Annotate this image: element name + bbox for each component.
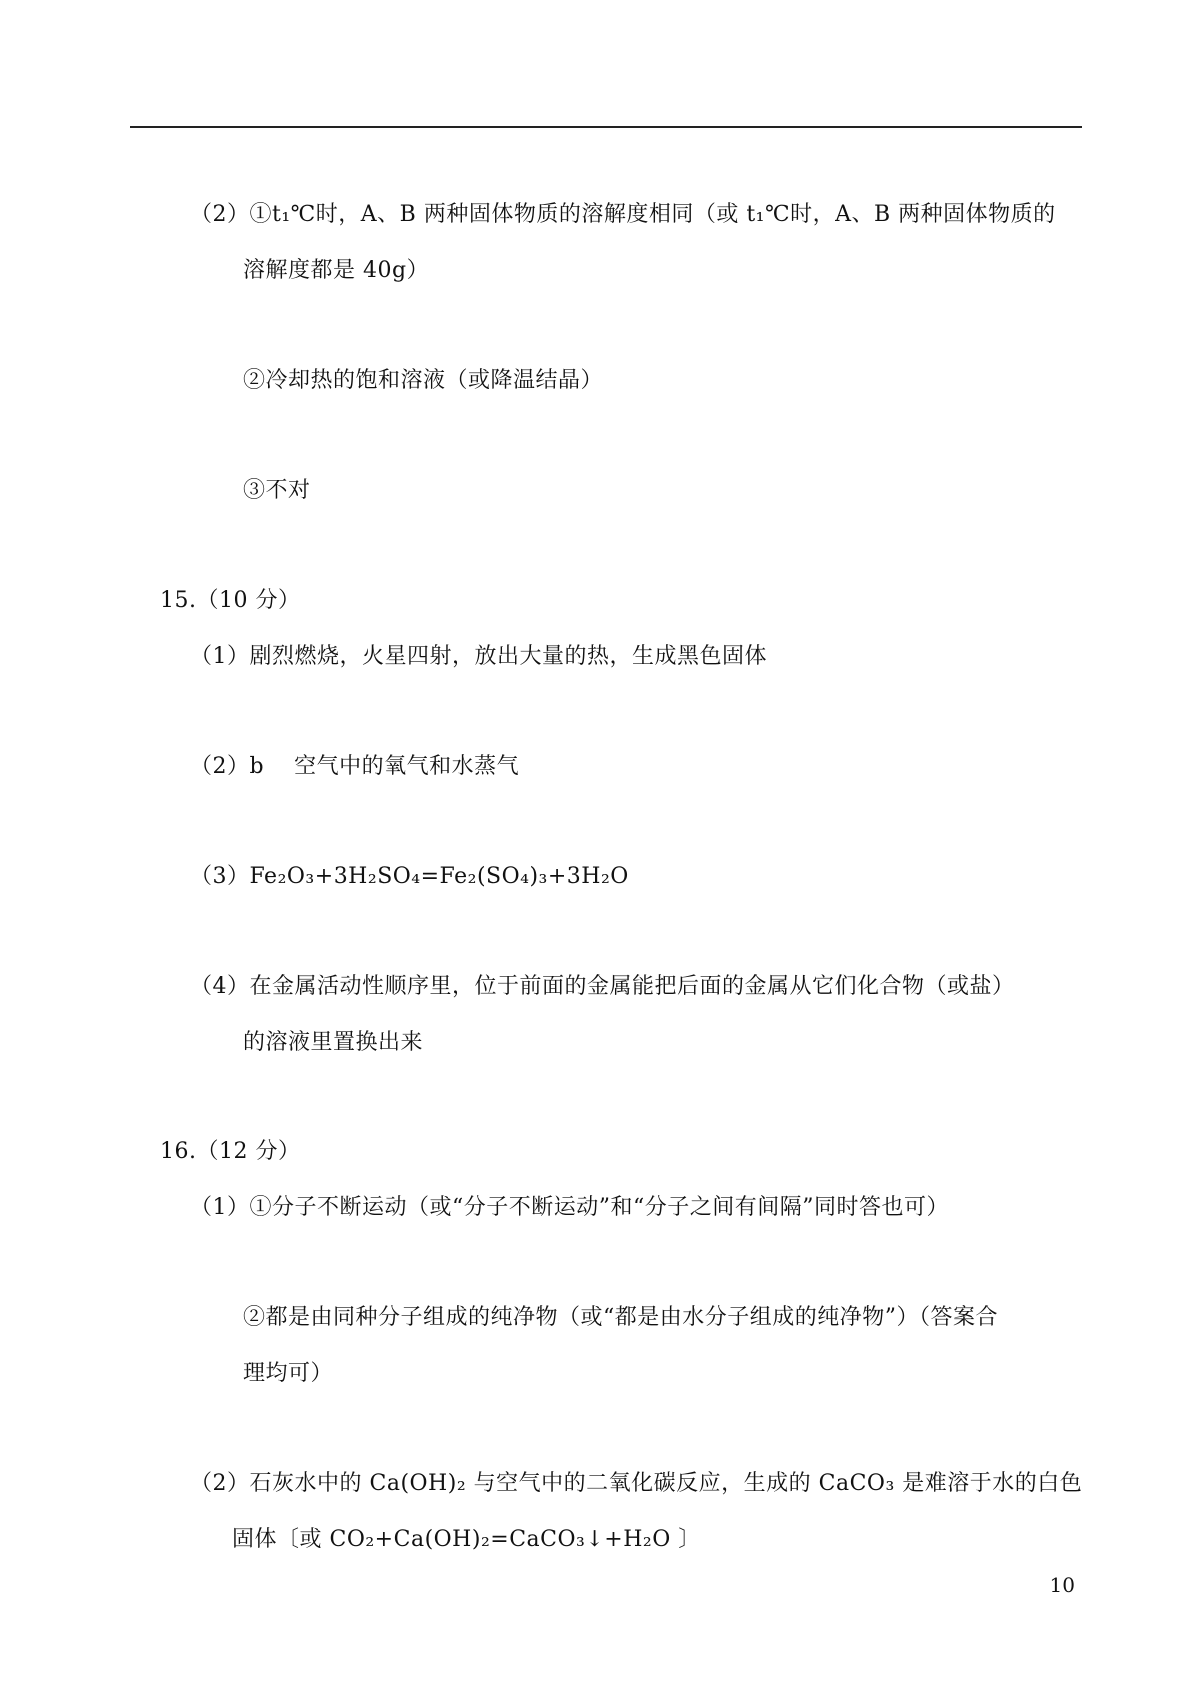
q16-header: 16.（12 分） — [160, 1139, 301, 1164]
q15-part4-line1: （4）在金属活动性顺序里，位于前面的金属能把后面的金属从它们化合物（或盐） — [190, 974, 1015, 999]
page-number: 10 — [1049, 1573, 1075, 1597]
q14-part2-label: （2） — [190, 202, 250, 227]
q16-part2-line1: （2）石灰水中的 Ca(OH)₂ 与空气中的二氧化碳反应，生成的 CaCO₃ 是难溶于水的白色 — [190, 1471, 1083, 1496]
q15-header: 15.（10 分） — [160, 588, 301, 613]
q14-part2-text1: ①t₁℃时，A、B 两种固体物质的溶解度相同（或 t₁℃时，A、B 两种固体物质的 — [249, 202, 1056, 227]
q16-part2-line2: 固体〔或 CO₂+Ca(OH)₂=CaCO₃↓+H₂O 〕 — [232, 1527, 701, 1552]
q16-part1-item2-line2: 理均可） — [243, 1361, 334, 1386]
q15-part3 — [190, 862, 629, 892]
q14-part2-line1 — [190, 200, 1056, 230]
q15-part3-label: （3） — [190, 864, 250, 889]
q14-part2-item2: ②冷却热的饱和溶液（或降温结晶） — [243, 368, 604, 393]
q16-part1-item2-line1: ②都是由同种分子组成的纯净物（或“都是由水分子组成的纯净物”）（答案合 — [243, 1305, 998, 1330]
q15-part1: （1）剧烈燃烧，火星四射，放出大量的热，生成黑色固体 — [190, 644, 767, 669]
header-rule — [130, 126, 1082, 128]
q15-part2: （2）b 空气中的氧气和水蒸气 — [190, 754, 520, 779]
q14-part2-item3: ③不对 — [243, 478, 311, 503]
q15-part4-line2: 的溶液里置换出来 — [243, 1030, 424, 1055]
q15-part3-equation: Fe₂O₃+3H₂SO₄=Fe₂(SO₄)₃+3H₂O — [249, 864, 629, 889]
q14-part2-line2: 溶解度都是 40g） — [243, 258, 430, 283]
q16-part1-item1: （1）①分子不断运动（或“分子不断运动”和“分子之间有间隔”同时答也可） — [190, 1195, 949, 1220]
